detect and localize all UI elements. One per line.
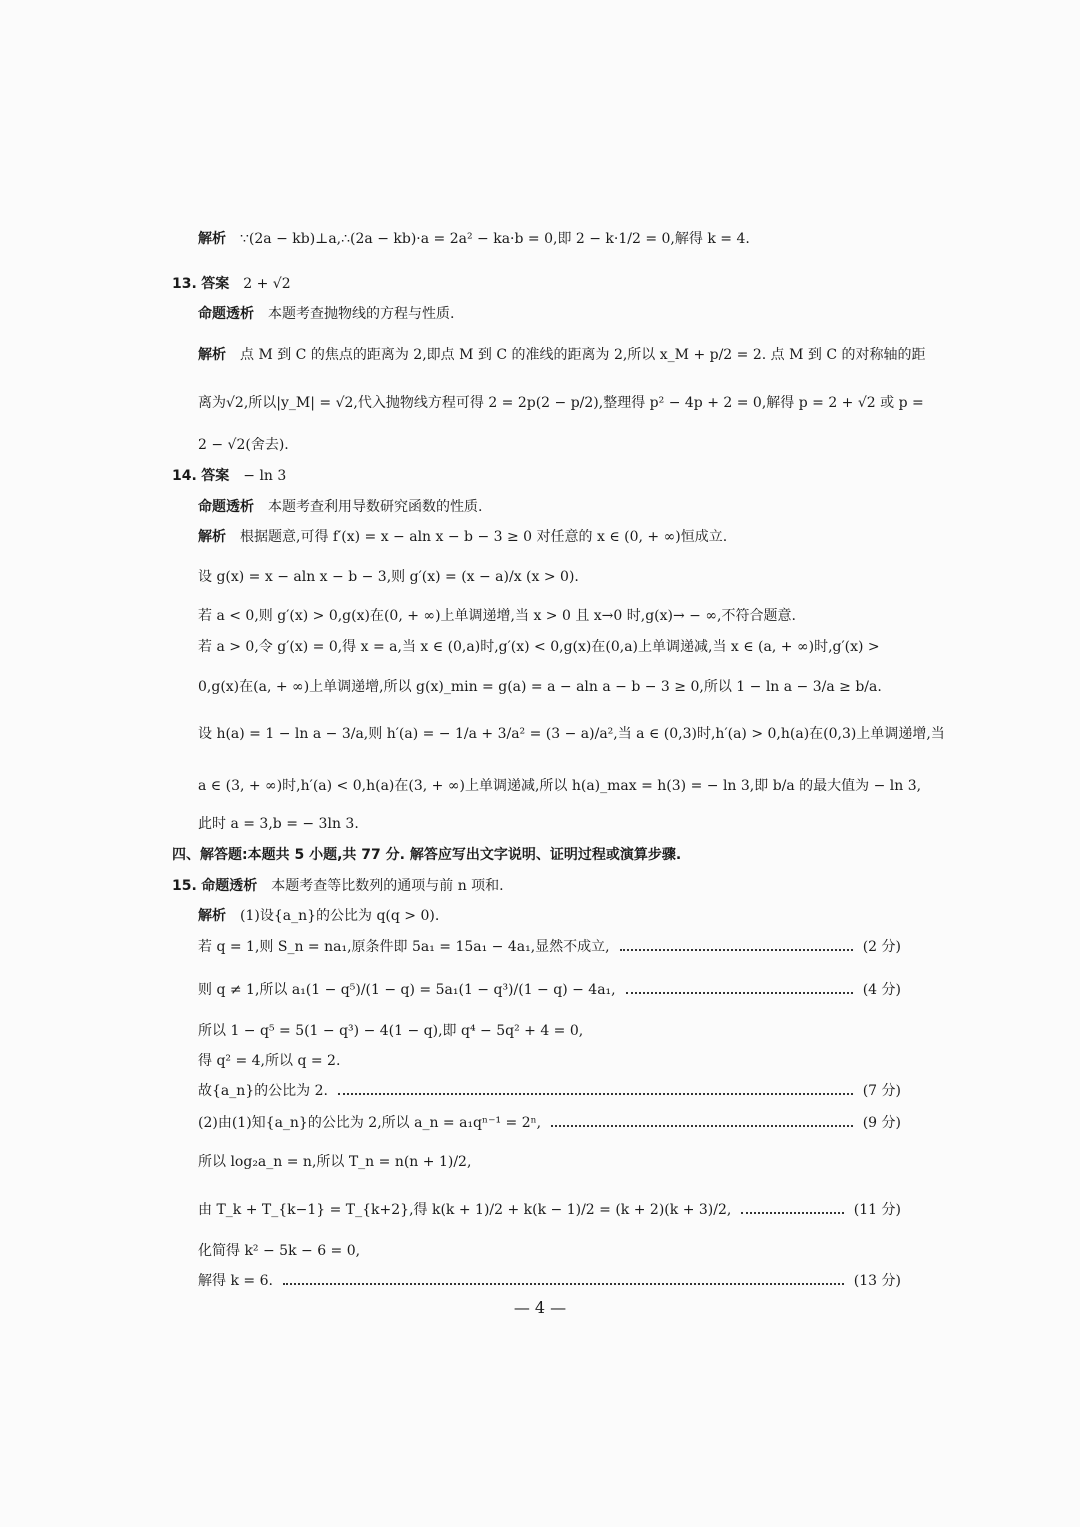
answer-label: 答案 bbox=[201, 276, 230, 292]
q15-line-3-text: 则 q ≠ 1,所以 a₁(1 − q⁵)/(1 − q) = 5a₁(1 − q³)/(1 − q) − 4a₁, bbox=[198, 982, 616, 998]
q15-line-11 bbox=[198, 1271, 901, 1291]
q15-line-10: 化简得 k² − 5k − 6 = 0, bbox=[198, 1243, 361, 1259]
q15-analysis-line-1 bbox=[198, 906, 439, 926]
q15-line-8: 所以 log₂a_n = n,所以 T_n = n(n + 1)/2, bbox=[198, 1154, 472, 1170]
dot-leader bbox=[626, 992, 853, 994]
score-mark: (11 分) bbox=[853, 1202, 901, 1218]
q14-intent-text: 本题考查利用导数研究函数的性质. bbox=[268, 499, 483, 515]
q13-analysis-text-1: 点 M 到 C 的焦点的距离为 2,即点 M 到 C 的准线的距离为 2,所以 x_M + p/2 = 2. 点 M 到 C 的对称轴的距 bbox=[240, 347, 926, 363]
dot-leader bbox=[551, 1125, 853, 1127]
dot-leader bbox=[741, 1212, 843, 1214]
q15-analysis-text-1: (1)设{a_n}的公比为 q(q > 0). bbox=[240, 908, 440, 924]
dot-leader bbox=[338, 1093, 853, 1095]
q15-line-9 bbox=[198, 1200, 901, 1220]
answer-label: 答案 bbox=[201, 468, 230, 484]
q14-analysis-line-1 bbox=[198, 527, 727, 547]
q15-line-7-text: (2)由(1)知{a_n}的公比为 2,所以 a_n = a₁qⁿ⁻¹ = 2ⁿ, bbox=[198, 1115, 542, 1131]
q15-intent-text: 本题考查等比数列的通项与前 n 项和. bbox=[271, 878, 504, 894]
q15-line-4: 所以 1 − q⁵ = 5(1 − q³) − 4(1 − q),即 q⁴ − 5q² + 4 = 0, bbox=[198, 1023, 584, 1039]
q14-line-3: 若 a < 0,则 g′(x) > 0,g(x)在(0, + ∞)上单调递增,当 x > 0 且 x→0 时,g(x)→ − ∞,不符合题意. bbox=[198, 608, 796, 624]
section-4-title: 四、解答题:本题共 5 小题,共 77 分. 解答应写出文字说明、证明过程或演算步骤. bbox=[172, 847, 682, 863]
q14-line-8: 此时 a = 3,b = − 3ln 3. bbox=[198, 816, 359, 832]
q15-line-2 bbox=[198, 937, 901, 957]
q13-analysis-line-1 bbox=[198, 345, 926, 365]
page-number: — 4 — bbox=[513, 1298, 567, 1317]
q12-analysis-text: ∵(2a − kb)⊥a,∴(2a − kb)·a = 2a² − ka·b = 0,即 2 − k·1/2 = 0,解得 k = 4. bbox=[240, 231, 750, 247]
q15-intent bbox=[172, 876, 504, 896]
q13-analysis-line-2: 离为√2,所以|y_M| = √2,代入抛物线方程可得 2 = 2p(2 − p/2),整理得 p² − 4p + 2 = 0,解得 p = 2 + √2 或 p = bbox=[198, 395, 924, 411]
score-mark: (9 分) bbox=[862, 1115, 901, 1131]
q13-intent-text: 本题考查抛物线的方程与性质. bbox=[268, 306, 455, 322]
analysis-label: 解析 bbox=[198, 347, 226, 363]
q14-answer-line bbox=[172, 466, 286, 486]
q15-line-7 bbox=[198, 1113, 901, 1133]
q15-number: 15. bbox=[172, 878, 197, 894]
score-mark: (2 分) bbox=[862, 939, 901, 955]
q14-number: 14. bbox=[172, 468, 197, 484]
q15-line-5: 得 q² = 4,所以 q = 2. bbox=[198, 1053, 341, 1069]
dot-leader bbox=[283, 1283, 844, 1285]
analysis-label: 解析 bbox=[198, 908, 226, 924]
score-mark: (4 分) bbox=[862, 982, 901, 998]
q14-line-4: 若 a > 0,令 g′(x) = 0,得 x = a,当 x ∈ (0,a)时,g′(x) < 0,g(x)在(0,a)上单调递减,当 x ∈ (a, + ∞)时,g′(x) > bbox=[198, 639, 880, 655]
q15-line-6-text: 故{a_n}的公比为 2. bbox=[198, 1083, 328, 1099]
q15-line-11-text: 解得 k = 6. bbox=[198, 1273, 273, 1289]
q13-intent bbox=[198, 304, 454, 324]
analysis-label: 解析 bbox=[198, 529, 226, 545]
analysis-label: 解析 bbox=[198, 231, 226, 247]
q14-line-5: 0,g(x)在(a, + ∞)上单调递增,所以 g(x)_min = g(a) = a − aln a − b − 3 ≥ 0,所以 1 − ln a − 3/a ≥ b/a. bbox=[198, 679, 882, 695]
q14-answer: − ln 3 bbox=[243, 468, 287, 484]
q13-answer: 2 + √2 bbox=[243, 276, 291, 292]
q14-line-6: 设 h(a) = 1 − ln a − 3/a,则 h′(a) = − 1/a + 3/a² = (3 − a)/a²,当 a ∈ (0,3)时,h′(a) > 0,h(a)在(0,3)上单调递增,当 bbox=[198, 726, 945, 742]
q14-line-2: 设 g(x) = x − aln x − b − 3,则 g′(x) = (x − a)/x (x > 0). bbox=[198, 569, 579, 585]
dot-leader bbox=[620, 949, 853, 951]
q15-line-3 bbox=[198, 980, 901, 1000]
intent-label: 命题透析 bbox=[198, 499, 254, 515]
q14-line-7: a ∈ (3, + ∞)时,h′(a) < 0,h(a)在(3, + ∞)上单调递减,所以 h(a)_max = h(3) = − ln 3,即 b/a 的最大值为 − ln 3, bbox=[198, 778, 922, 794]
q15-line-2-text: 若 q = 1,则 S_n = na₁,原条件即 5a₁ = 15a₁ − 4a₁,显然不成立, bbox=[198, 939, 610, 955]
q13-number: 13. bbox=[172, 276, 197, 292]
q14-intent bbox=[198, 497, 482, 517]
score-mark: (13 分) bbox=[853, 1273, 901, 1289]
q15-line-9-text: 由 T_k + T_{k−1} = T_{k+2},得 k(k + 1)/2 + k(k − 1)/2 = (k + 2)(k + 3)/2, bbox=[198, 1202, 732, 1218]
intent-label: 命题透析 bbox=[201, 878, 258, 894]
q14-analysis-text-1: 根据题意,可得 f′(x) = x − aln x − b − 3 ≥ 0 对任意的 x ∈ (0, + ∞)恒成立. bbox=[240, 529, 728, 545]
q15-line-6 bbox=[198, 1081, 901, 1101]
score-mark: (7 分) bbox=[862, 1083, 901, 1099]
q13-analysis-line-3: 2 − √2(舍去). bbox=[198, 437, 289, 453]
intent-label: 命题透析 bbox=[198, 306, 254, 322]
q13-answer-line bbox=[172, 274, 291, 294]
q12-analysis bbox=[198, 229, 750, 249]
